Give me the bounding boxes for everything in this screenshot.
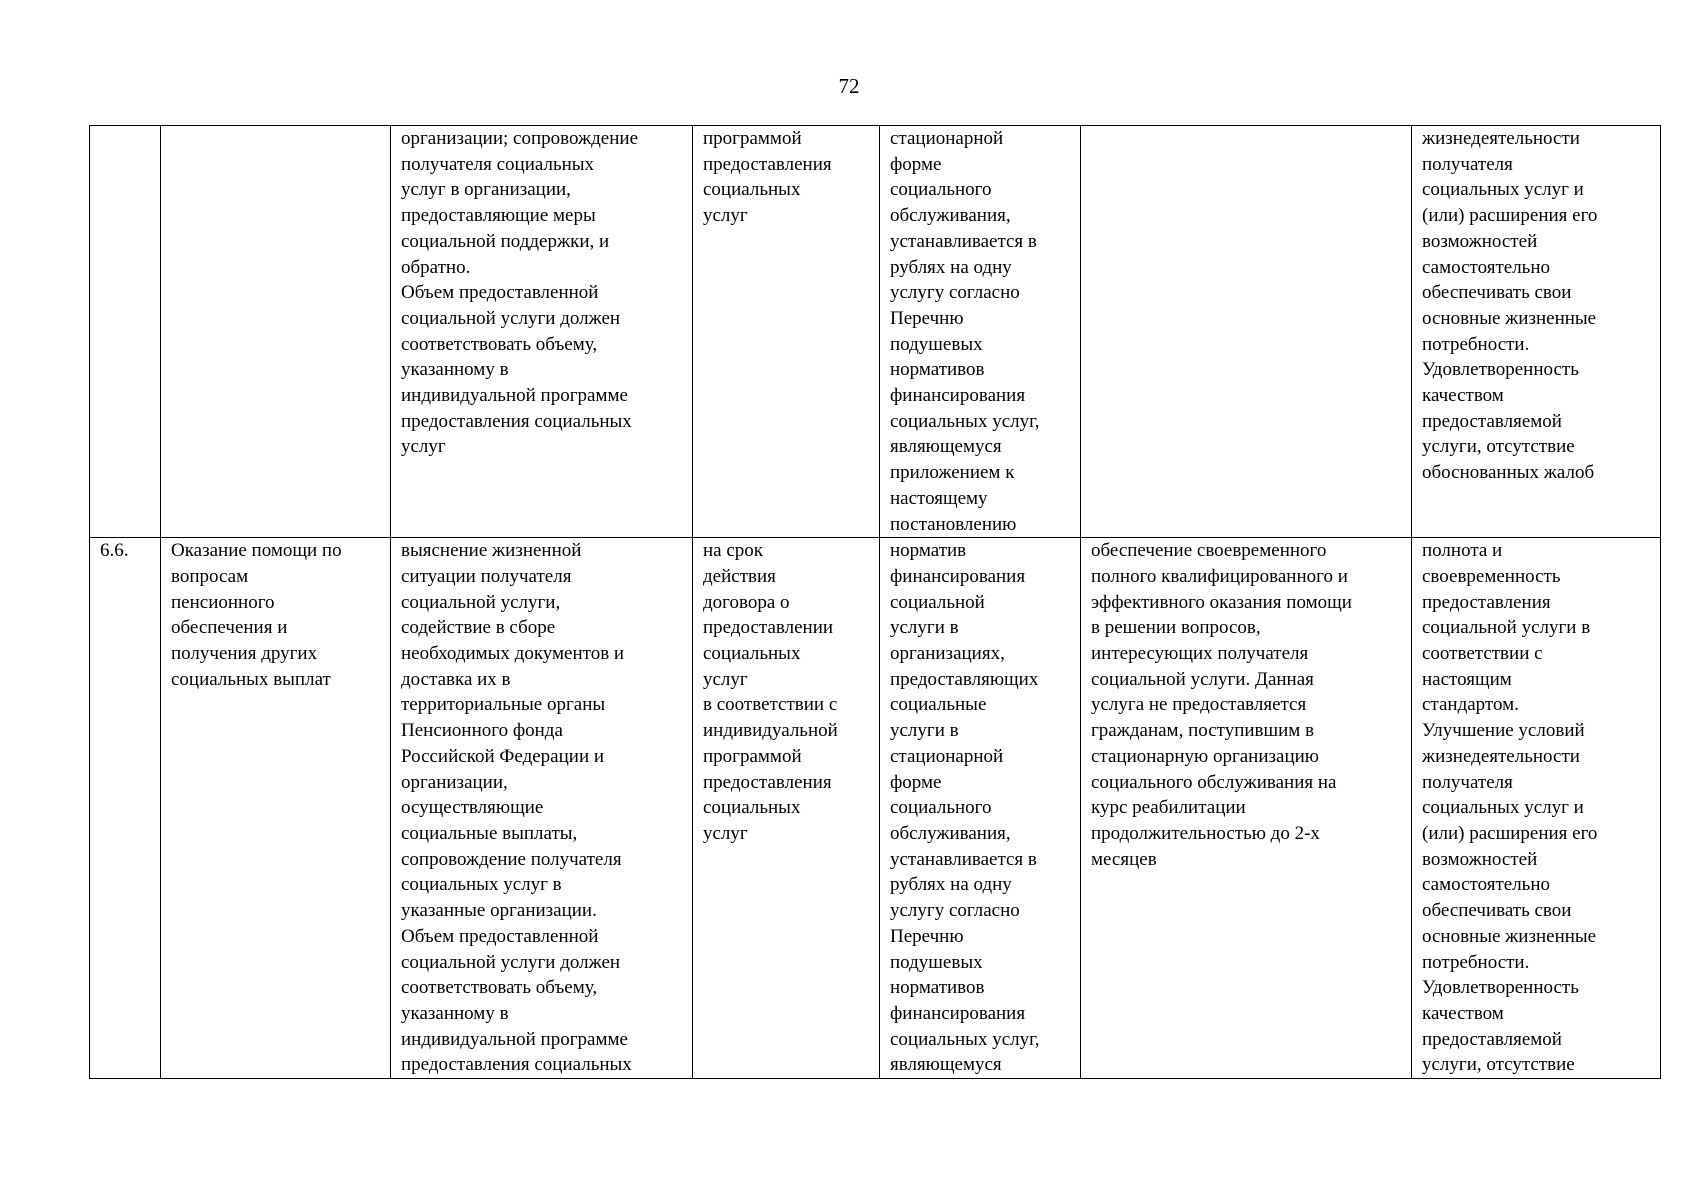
cell-conditions: обеспечение своевременного полного квалифицированного и эффективного оказания помощи в решении вопросов, интересующих получателя социальной услуги. Данная услуга не предоставляется гражданам, поступившим в стационарную организацию социального обслуживания на курс реабилитации продолжительностью до 2-х месяцев <box>1081 538 1412 1079</box>
cell-quality-indicators: жизнедеятельности получателя социальных услуг и (или) расширения его возможностей самостоятельно обеспечивать свои основные жизненные потребности. Удовлетворенность качеством предоставляемой услуги, отсутствие обоснованных жалоб <box>1412 126 1661 538</box>
cell-service-description: организации; сопровождение получателя социальных услуг в организации, предоставляющие меры социальной поддержки, и обратно. Объем предоставленной социальной услуги должен соответствовать объему, указанному в индивидуальной программе предоставления социальных услуг <box>391 126 693 538</box>
cell-service-term: программой предоставления социальных услуг <box>693 126 880 538</box>
cell-number <box>90 126 161 538</box>
cell-service-term: на срок действия договора о предоставлении социальных услуг в соответствии с индивидуальной программой предоставления социальных услуг <box>693 538 880 1079</box>
page-number: 72 <box>838 74 860 98</box>
cell-quality-indicators: полнота и своевременность предоставления социальной услуги в соответствии с настоящим стандартом. Улучшение условий жизнедеятельности получателя социальных услуг и (или) расширения его возможностей самостоятельно обеспечивать свои основные жизненные потребности. Удовлетворенность качеством предоставляемой услуги, отсутствие <box>1412 538 1661 1079</box>
cell-service-name <box>161 126 391 538</box>
cell-financing-norm: норматив финансирования социальной услуги в организациях, предоставляющих социальные услуги в стационарной форме социального обслуживания, устанавливается в рублях на одну услугу согласно Перечню подушевых нормативов финансирования социальных услуг, являющемуся <box>880 538 1081 1079</box>
standards-table <box>89 125 1661 1079</box>
table-row <box>90 126 1661 538</box>
table-row <box>90 538 1661 1079</box>
cell-financing-norm: стационарной форме социального обслуживания, устанавливается в рублях на одну услугу согласно Перечню подушевых нормативов финансирования социальных услуг, являющемуся приложением к настоящему постановлению <box>880 126 1081 538</box>
cell-service-description: выяснение жизненной ситуации получателя социальной услуги, содействие в сборе необходимых документов и доставка их в территориальные органы Пенсионного фонда Российской Федерации и организации, осуществляющие социальные выплаты, сопровождение получателя социальных услуг в указанные организации. Объем предоставленной социальной услуги должен соответствовать объему, указанному в индивидуальной программе предоставления социальных <box>391 538 693 1079</box>
cell-conditions <box>1081 126 1412 538</box>
cell-number: 6.6. <box>90 538 161 1079</box>
cell-service-name: Оказание помощи по вопросам пенсионного обеспечения и получения других социальных выплат <box>161 538 391 1079</box>
